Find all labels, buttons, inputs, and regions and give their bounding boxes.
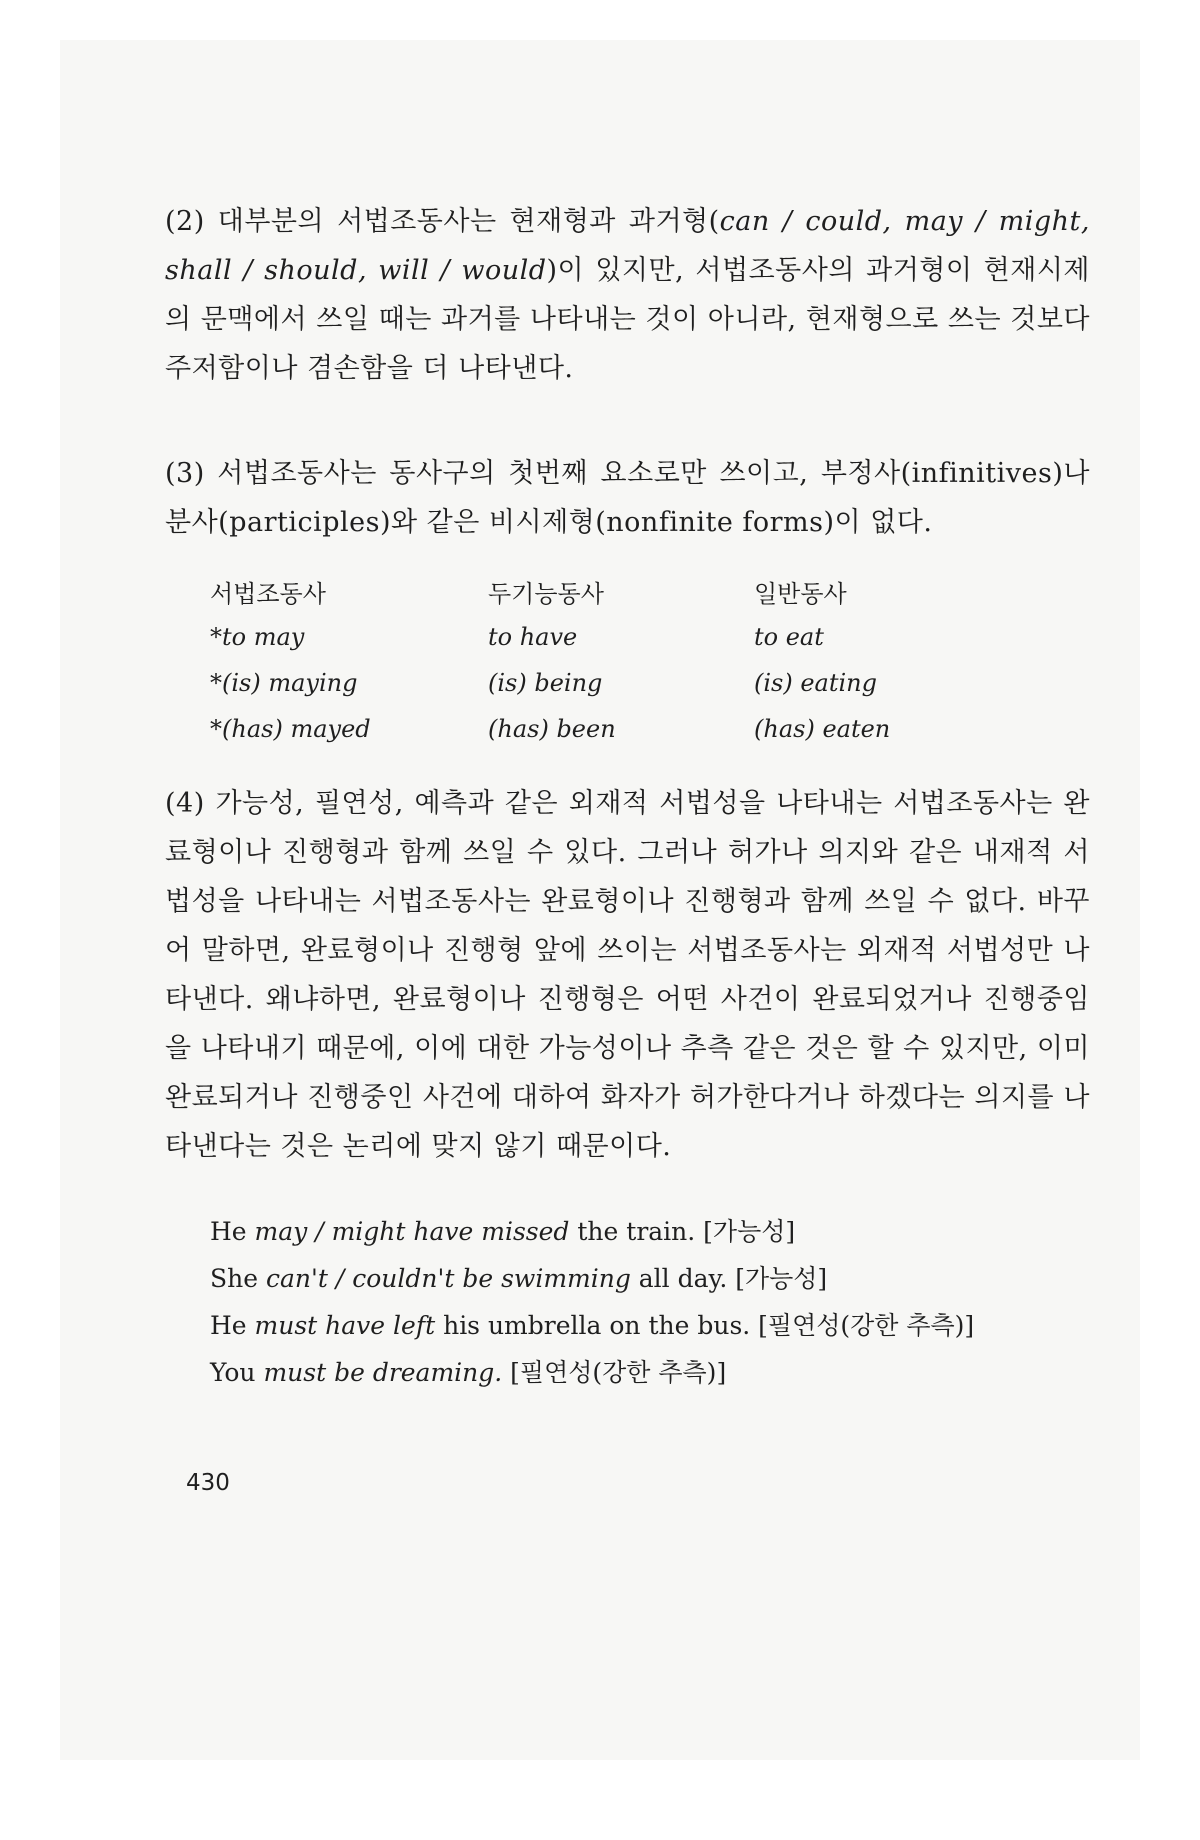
paragraph-number: (4) [165, 788, 205, 819]
example-sentence [210, 1255, 974, 1302]
table-header: 두기능동사 [488, 579, 604, 608]
example-text: You [210, 1358, 264, 1387]
example-text: He [210, 1311, 255, 1340]
modal-pairs: can / could, may / might, shall / should, will / would [165, 206, 1090, 286]
example-text: [필연성(강한 추측)] [502, 1358, 727, 1387]
table-row [210, 706, 954, 752]
example-text: She [210, 1264, 266, 1293]
verb-forms-table [210, 568, 954, 752]
example-text: his umbrella on the bus. [필연성(강한 추측)] [435, 1311, 975, 1340]
paragraph-3 [165, 449, 1090, 547]
table-header: 일반동사 [754, 579, 847, 608]
example-text: the train. [가능성] [569, 1217, 796, 1246]
example-emphasis: must be dreaming. [263, 1358, 503, 1387]
example-sentence [210, 1302, 974, 1349]
table-cell: *(has) mayed [210, 715, 371, 743]
table-cell: (is) eating [754, 669, 877, 697]
paragraph-text: 서법조동사는 동사구의 첫번째 요소로만 쓰이고, 부정사(infinitives)나 분사(participles)와 같은 비시제형(nonfinite forms)이 없다. [165, 458, 1090, 538]
example-text: all day. [가능성] [630, 1264, 828, 1293]
table-cell: *(is) maying [210, 669, 358, 697]
table-cell: to have [488, 623, 578, 651]
book-page [60, 40, 1140, 1760]
example-sentences [210, 1208, 974, 1396]
paragraph-number: (3) [165, 458, 205, 489]
paragraph-2 [165, 197, 1090, 393]
example-emphasis: can't / couldn't be swimming [265, 1264, 631, 1293]
table-cell: (is) being [488, 669, 603, 697]
table-row [210, 614, 954, 660]
example-emphasis: must have left [254, 1311, 436, 1340]
example-sentence [210, 1208, 974, 1255]
example-emphasis: may / might have missed [254, 1217, 570, 1246]
table-cell: *to may [210, 623, 305, 651]
example-sentence [210, 1349, 974, 1396]
table-row [210, 660, 954, 706]
page-number: 430 [186, 1470, 230, 1496]
paragraph-4 [165, 779, 1090, 1171]
table-cell: to eat [754, 623, 824, 651]
table-cell: (has) been [488, 715, 616, 743]
table-header-row [210, 568, 954, 614]
paragraph-number: (2) [165, 206, 205, 237]
table-header: 서법조동사 [210, 579, 326, 608]
table-cell: (has) eaten [754, 715, 891, 743]
paragraph-text: 대부분의 서법조동사는 현재형과 과거형( [204, 206, 720, 237]
example-text: He [210, 1217, 255, 1246]
paragraph-text: )이 있지만, 서법조동사의 과거형이 현재시제의 문맥에서 쓰일 때는 과거를 나타내는 것이 아니라, 현재형으로 쓰는 것보다 주저함이나 겸손함을 더 나타낸다. [165, 255, 1090, 384]
paragraph-text: 가능성, 필연성, 예측과 같은 외재적 서법성을 나타내는 서법조동사는 완료형이나 진행형과 함께 쓰일 수 있다. 그러나 허가나 의지와 같은 내재적 서법성을 나타내는 서법조동사는 완료형이나 진행형과 함께 쓰일 수 없다. 바꾸어 말하면, 완료형이나 진행형 앞에 쓰이는 서법조동사는 외재적 서법성만 나타낸다. 왜냐하면, 완료형이나 진행형은 어떤 사건이 완료되었거나 진행중임을 나타내기 때문에, 이에 대한 가능성이나 추측 같은 것은 할 수 있지만, 이미 완료되거나 진행중인 사건에 대하여 화자가 허가한다거나 하겠다는 의지를 나타낸다는 것은 논리에 맞지 않기 때문이다. [165, 788, 1090, 1162]
